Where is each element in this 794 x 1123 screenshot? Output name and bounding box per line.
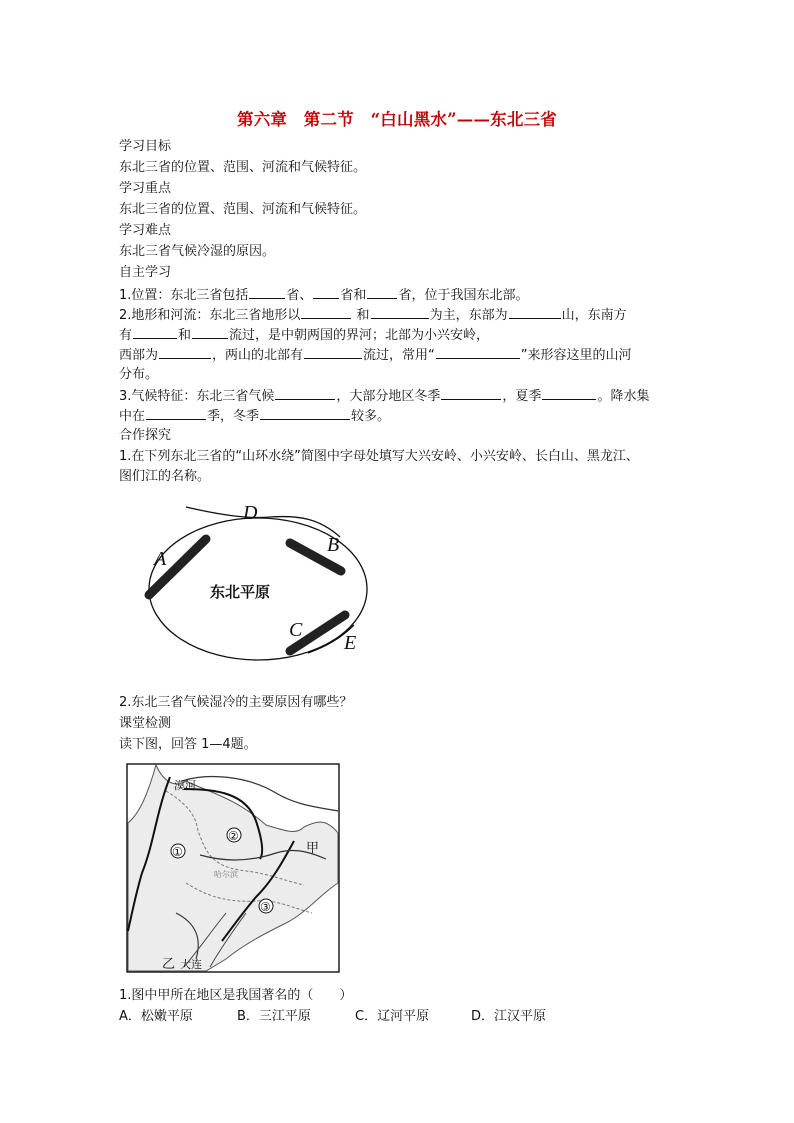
label-mohe: 漠河: [174, 779, 196, 792]
option-b[interactable]: B．三江平原: [237, 1009, 311, 1024]
label-2: ②: [228, 829, 239, 843]
question-1-position: 1.位置：东北三省包括 省、 省和 省，位于我国东北部。: [119, 285, 528, 305]
fill-blank[interactable]: [542, 386, 596, 400]
northeast-china-map: [126, 763, 340, 973]
label-1: ①: [172, 845, 183, 859]
difficulty-heading: 学习难点: [119, 223, 172, 238]
letter-b: B: [327, 534, 340, 556]
fill-blank[interactable]: [509, 305, 561, 319]
fill-blank[interactable]: [133, 325, 177, 339]
question-2-terrain-line1: 2.地形和河流：东北三省地形以 和 为主，东部为 山，东南方: [119, 305, 627, 325]
fill-blank[interactable]: [436, 345, 520, 359]
label-dalian: 大连: [180, 958, 202, 971]
key-text: 东北三省的位置、范围、河流和气候特征。: [119, 202, 367, 217]
question-2-terrain-line3: 西部为 ，两山的北部有 流过，常用“ ”来形容这里的山河: [119, 345, 632, 365]
fill-blank[interactable]: [192, 325, 228, 339]
option-c[interactable]: C．辽河平原: [355, 1009, 430, 1024]
fill-blank[interactable]: [367, 285, 397, 299]
page-title: 第六章 第二节 “白山黑水”——东北三省: [237, 110, 557, 129]
letter-a: A: [154, 548, 167, 570]
cooperative-heading: 合作探究: [119, 428, 172, 443]
fill-blank[interactable]: [304, 345, 362, 359]
option-d[interactable]: D．江汉平原: [471, 1009, 547, 1024]
label-yi: 乙: [162, 957, 176, 972]
check-instruction: 读下图，回答 1—4题。: [119, 737, 257, 752]
letter-d: D: [243, 502, 258, 524]
fill-blank[interactable]: [275, 386, 335, 400]
key-heading: 学习重点: [119, 181, 172, 196]
coop-question-1-line2: 图们江的名称。: [119, 469, 211, 484]
plain-label: 东北平原: [210, 583, 271, 601]
difficulty-text: 东北三省气候冷湿的原因。: [119, 244, 276, 259]
letter-c: C: [289, 619, 303, 641]
coop-question-1-line1: 1.在下列东北三省的“山环水绕”简图中字母处填写大兴安岭、小兴安岭、长白山、黑龙江、: [119, 449, 639, 464]
fill-blank[interactable]: [159, 345, 211, 359]
label-3: ③: [260, 900, 271, 914]
question-3-climate-line1: 3.气候特征：东北三省气候 ，大部分地区冬季 ，夏季 。降水集: [119, 386, 649, 406]
fill-blank[interactable]: [146, 406, 206, 420]
letter-e: E: [344, 632, 357, 654]
option-a[interactable]: A．松嫩平原: [119, 1009, 193, 1024]
fill-blank[interactable]: [371, 305, 429, 319]
question-2-terrain-line2: 有 和 流过，是中朝两国的界河；北部为小兴安岭，: [119, 325, 489, 345]
label-jia: 甲: [306, 841, 320, 856]
self-study-heading: 自主学习: [119, 265, 172, 280]
fill-blank[interactable]: [249, 285, 285, 299]
question-3-climate-line2: 中在 季，冬季 较多。: [119, 406, 390, 426]
check-question-1: 1.图中甲所在地区是我国著名的（ ）: [119, 988, 353, 1003]
coop-question-2: 2.东北三省气候湿冷的主要原因有哪些？: [119, 695, 353, 710]
mountains-rivers-sketch-map: [140, 497, 380, 667]
fill-blank[interactable]: [301, 305, 351, 319]
question-2-terrain-line4: 分布。: [119, 367, 159, 382]
fill-blank[interactable]: [441, 386, 501, 400]
fill-blank[interactable]: [313, 285, 339, 299]
label-harbin: 哈尔滨: [214, 870, 238, 879]
goal-heading: 学习目标: [119, 139, 172, 154]
fill-blank[interactable]: [260, 406, 350, 420]
goal-text: 东北三省的位置、范围、河流和气候特征。: [119, 160, 367, 175]
check-heading: 课堂检测: [119, 716, 172, 731]
answer-options: [119, 1008, 546, 1026]
river-d-line: [186, 507, 340, 537]
